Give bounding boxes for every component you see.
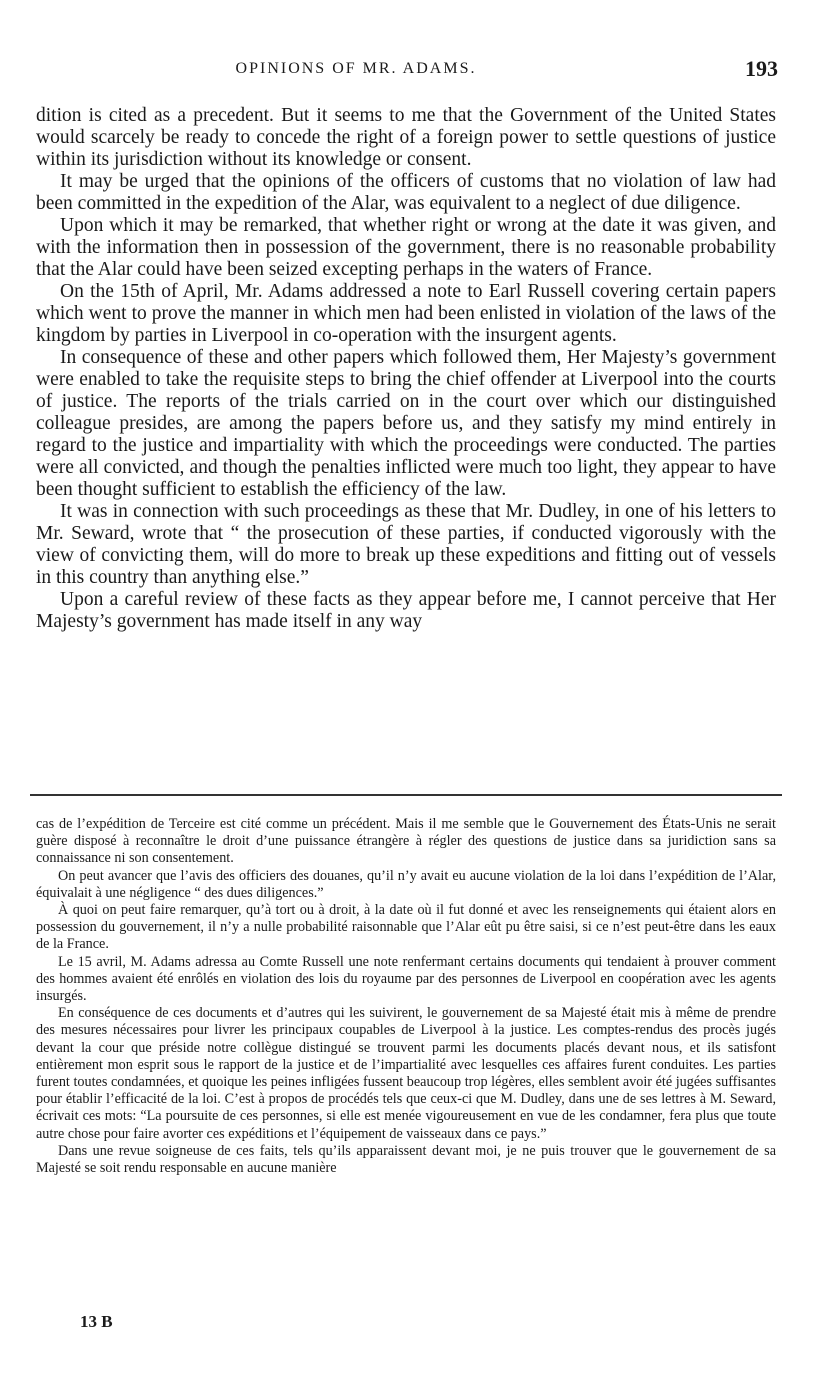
main-paragraph: It was in connection with such proceedings as these that Mr. Dudley, in one of his letters to Mr. Seward, wrote that “ the prosecution of these parties, if conducted vigorously with the view of convicting them, will do more to break up these expeditions and fitting out of vessels in this country than anything else.” [36, 501, 776, 588]
main-text [36, 105, 776, 633]
page-number: 193 [745, 56, 778, 81]
footnote-paragraph: Dans une revue soigneuse de ces faits, tels qu’ils apparaissent devant moi, je ne puis trouver que le gouvernement de sa Majesté se soit rendu responsable en aucune manière [36, 1142, 776, 1177]
footnote-paragraph: cas de l’expédition de Terceire est cité comme un précédent. Mais il me semble que le Gouvernement des États-Unis ne serait guère disposé à reconnaître le droit d’une puissance étrangère à régler des questions de justice dans sa juridiction sans sa connaissance ni son consentement. [36, 816, 776, 867]
main-paragraph: Upon a careful review of these facts as they appear before me, I cannot perceive that Her Majesty’s government has made itself in any way [36, 589, 776, 632]
main-paragraph: In consequence of these and other papers which followed them, Her Majesty’s government were enabled to take the requisite steps to bring the chief offender at Liverpool into the courts of justice. The reports of the trials carried on in the court over which our distinguished colleague presides, are among the papers before us, and they satisfy my mind entirely in regard to the justice and impartiality with which the proceedings were conducted. The parties were all convicted, and though the penalties inflicted were much too light, they appear to have been thought sufficient to establish the efficiency of the law. [36, 347, 776, 500]
footnote-text [36, 816, 776, 1177]
printer-signature-mark: 13 B [80, 1312, 113, 1331]
main-paragraph: It may be urged that the opinions of the officers of customs that no violation of law had been committed in the expedition of the Alar, was equivalent to a neglect of due diligence. [36, 171, 776, 214]
footnote-paragraph: En conséquence de ces documents et d’autres qui les suivirent, le gouvernement de sa Majesté était mis à même de prendre des mesures nécessaires pour livrer les principaux coupables de Liverpool à la justice. Les comptes-rendus des procès jugés devant la cour que préside notre collègue distingué se trouvent parmi les documents placés devant nous, et ils satisfont entièrement mon esprit sous le rapport de la justice et de l’impartialité avec lesquelles ces affaires furent conduites. Les parties furent toutes condamnées, et quoique les peines infligées fussent beaucoup trop légères, elles semblent avoir été jugées suffisantes pour établir l’efficacité de la loi. C’est à propos de procédés tels que ceux-ci que M. Dudley, dans une de ses lettres à M. Seward, écrivait ces mots: “La poursuite de ces personnes, si elle est menée vigoureusement en vue de les condamner, fera plus que toute autre chose pour faire avorter ces expéditions et l’équipement de vaisseaux dans ce pays.” [36, 1005, 776, 1142]
page-header [36, 56, 796, 90]
footnote-paragraph: À quoi on peut faire remarquer, qu’à tort ou à droit, à la date où il fut donné et avec les renseignements qui étaient alors en possession du gouvernement, il n’y a nulle probabilité raisonnable que l’Alar eût pu être saisi, si ce n’est peut-être dans les eaux de la France. [36, 902, 776, 953]
footnote-paragraph: Le 15 avril, M. Adams adressa au Comte Russell une note renfermant certains documents qui tendaient à prouver comment des hommes avaient été enrôlés en violation des lois du royaume par des personnes de Liverpool en coopération avec les agents insurgés. [36, 953, 776, 1005]
footnote-paragraph: On peut avancer que l’avis des officiers des douanes, qu’il n’y avait eu aucune violation de la loi dans l’expédition de l’Alar, équivalait à une négligence “ des dues diligences.” [36, 867, 776, 901]
main-paragraph: dition is cited as a precedent. But it seems to me that the Government of the United States would scarcely be ready to concede the right of a foreign power to settle questions of justice within its jurisdiction without its knowledge or consent. [36, 105, 776, 170]
footnote-divider [30, 794, 782, 796]
main-paragraph: On the 15th of April, Mr. Adams addressed a note to Earl Russell covering certain papers which went to prove the manner in which men had been enlisted in violation of the laws of the kingdom by parties in Liverpool in co-operation with the insurgent agents. [36, 281, 776, 346]
running-title: OPINIONS OF MR. ADAMS. [235, 60, 477, 77]
main-paragraph: Upon which it may be remarked, that whether right or wrong at the date it was given, and with the information then in possession of the government, there is no reasonable probability that the Alar could have been seized excepting perhaps in the waters of France. [36, 215, 776, 280]
